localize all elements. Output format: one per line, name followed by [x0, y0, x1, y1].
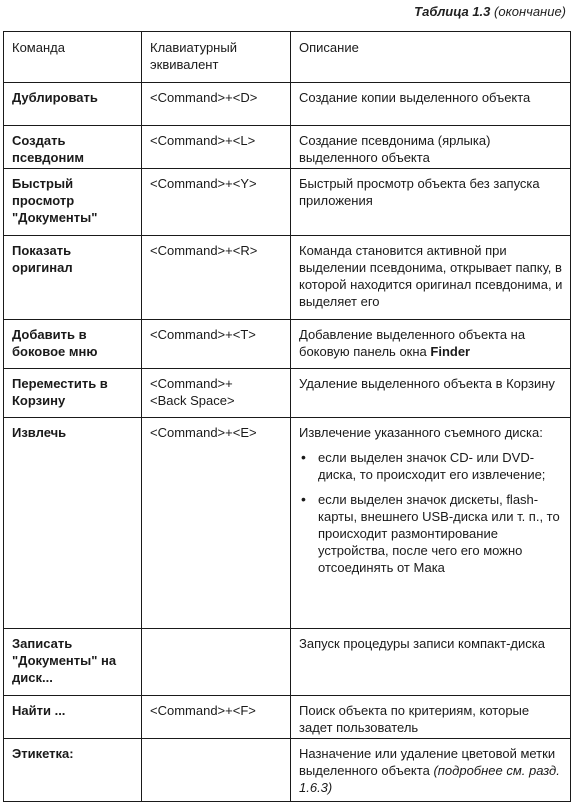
table-row — [4, 169, 571, 236]
description-text: Добавление выделенного объекта на боковую панель окна — [299, 327, 526, 359]
commands-table — [3, 31, 571, 802]
keys-cell — [142, 320, 291, 369]
command-cell: Быстрый просмотр "Документы" — [4, 169, 142, 236]
keys-cell — [142, 418, 291, 629]
keys-cell — [142, 83, 291, 126]
command-cell: Записать "Документы" на диск... — [4, 629, 142, 696]
command-cell: Добавить в боковое мню — [4, 320, 142, 369]
table-row — [4, 629, 571, 696]
table-header-row — [4, 32, 571, 83]
table-row — [4, 236, 571, 320]
keys-cell — [142, 696, 291, 739]
description-cell: Создание копии выделенного объекта — [291, 83, 571, 126]
table-row — [4, 320, 571, 369]
table-continuation-note: (окончание) — [494, 4, 566, 19]
table-caption — [414, 4, 566, 19]
header-keys: Клавиатурный эквивалент — [142, 32, 291, 83]
key-combo: <Back Space> — [150, 393, 235, 408]
description-cell — [291, 320, 571, 369]
key-combo: <Command>+<F> — [150, 703, 256, 718]
key-combo: <Command>+<T> — [150, 327, 256, 342]
description-cell: Быстрый просмотр объекта без запуска приложения — [291, 169, 571, 236]
description-cell: Запуск процедуры записи компакт-диска — [291, 629, 571, 696]
keys-cell — [142, 369, 291, 418]
description-bullet-list — [299, 449, 564, 576]
description-text: Извлечение указанного съемного диска: — [299, 425, 543, 440]
description-cell: Поиск объекта по критериям, которые задет пользователь — [291, 696, 571, 739]
description-cell: Удаление выделенного объекта в Корзину — [291, 369, 571, 418]
table-row — [4, 739, 571, 802]
section-reference: (подробнее см. разд. 1.6.3) — [299, 763, 560, 795]
command-cell: Этикетка: — [4, 739, 142, 802]
keys-cell — [142, 236, 291, 320]
bullet-item: • если выделен значок дискеты, flash-карты, внешнего USB-диска или т. п., то происходит размонтирование устройства, после чего его можно отсоединять от Мака — [299, 491, 564, 576]
description-cell: Команда становится активной при выделении псевдонима, открывает папку, в которой находится оригинал псевдонима, и выделяет его — [291, 236, 571, 320]
table-row — [4, 418, 571, 629]
command-cell: Переместить в Корзину — [4, 369, 142, 418]
command-cell: Создать псевдоним — [4, 126, 142, 169]
table-row — [4, 83, 571, 126]
table-row — [4, 126, 571, 169]
command-cell: Показать оригинал — [4, 236, 142, 320]
command-cell: Найти ... — [4, 696, 142, 739]
bullet-item: • если выделен значок CD- или DVD-диска, то происходит его извлечение; — [299, 449, 564, 483]
table-row — [4, 696, 571, 739]
key-combo: <Command>+<Y> — [150, 176, 257, 191]
table-row — [4, 369, 571, 418]
keys-cell — [142, 629, 291, 696]
key-combo: <Command>+<R> — [150, 243, 258, 258]
finder-term: Finder — [430, 344, 471, 359]
description-cell — [291, 418, 571, 629]
keys-cell — [142, 169, 291, 236]
keys-cell — [142, 739, 291, 802]
description-cell: Создание псевдонима (ярлыка) выделенного объекта — [291, 126, 571, 169]
description-cell — [291, 739, 571, 802]
key-combo: <Command>+ — [150, 376, 233, 391]
key-combo: <Command>+<E> — [150, 425, 257, 440]
command-cell: Извлечь — [4, 418, 142, 629]
header-command: Команда — [4, 32, 142, 83]
key-combo: <Command>+<D> — [150, 90, 258, 105]
keys-cell — [142, 126, 291, 169]
key-combo: <Command>+<L> — [150, 133, 256, 148]
table-number: Таблица 1.3 — [414, 4, 491, 19]
command-cell: Дублировать — [4, 83, 142, 126]
description-text: Назначение или удаление цветовой метки выделенного объекта — [299, 746, 556, 778]
header-description: Описание — [291, 32, 571, 83]
